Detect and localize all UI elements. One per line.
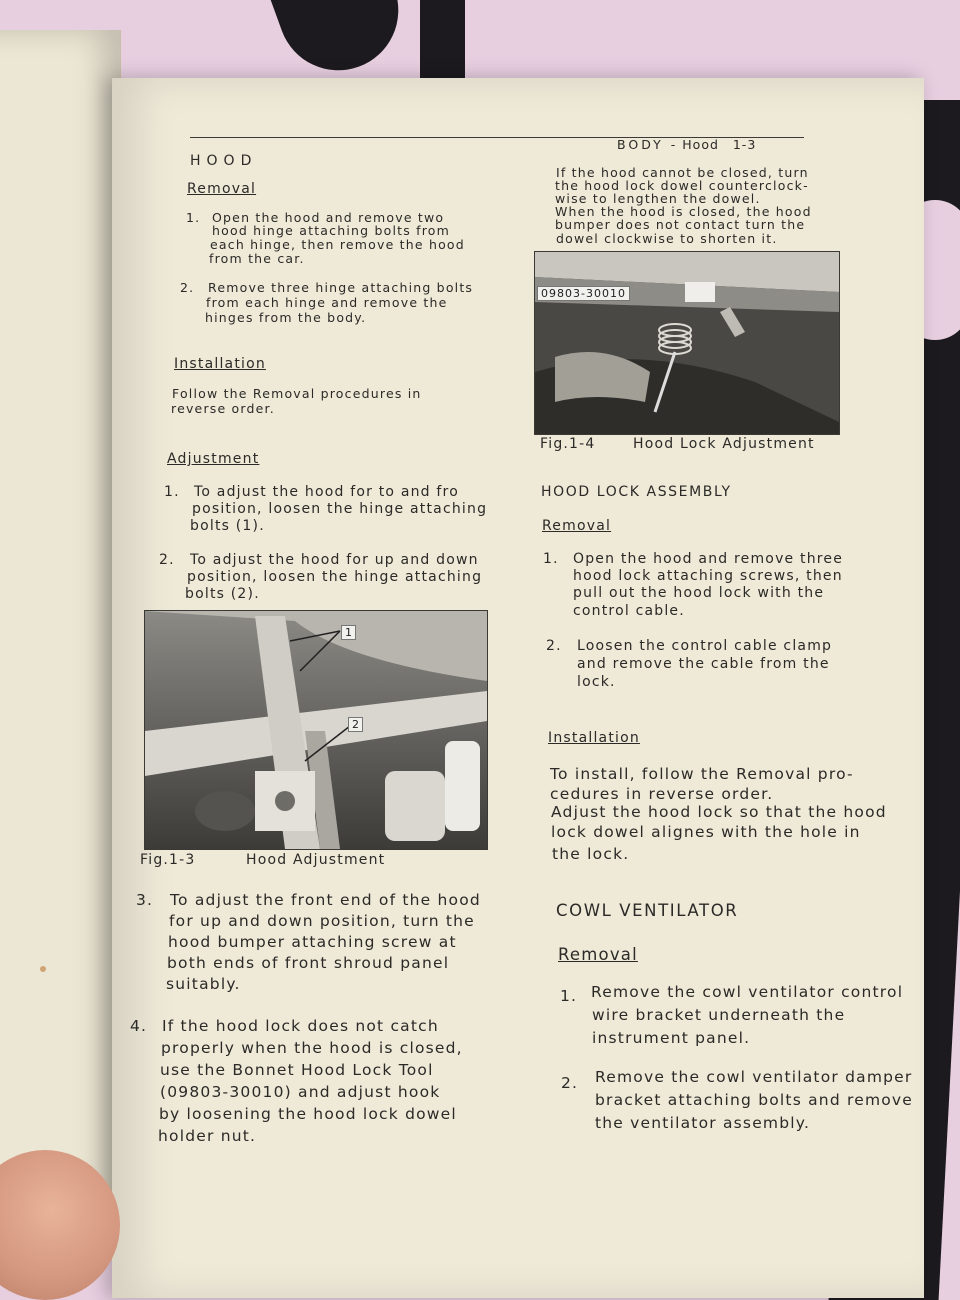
- paper-stain: [40, 966, 46, 972]
- step-line: position, loosen the hinge attaching: [187, 569, 483, 585]
- fabric-shape: [265, 0, 415, 87]
- step-line: both ends of front shroud panel: [167, 954, 450, 972]
- installation-line: reverse order.: [171, 401, 275, 416]
- step-line: Remove the cowl ventilator control: [591, 983, 904, 1001]
- step-line: each hinge, then remove the hood: [210, 237, 465, 252]
- step-line: hinges from the body.: [205, 310, 367, 325]
- section-title-hood: HOOD: [190, 153, 258, 169]
- figure-caption: Hood Adjustment: [246, 852, 386, 868]
- step-line: (09803-30010) and adjust hook: [160, 1083, 441, 1101]
- step-line: If the hood lock does not catch: [162, 1017, 439, 1035]
- step-number: 1.: [164, 484, 180, 500]
- paragraph-line: cedures in reverse order.: [550, 785, 774, 803]
- step-line: for up and down position, turn the: [169, 912, 475, 930]
- step-number: 1.: [560, 987, 578, 1005]
- figure-caption: Hood Lock Adjustment: [633, 436, 815, 452]
- adjustment-heading: Adjustment: [167, 451, 260, 467]
- step-line: the ventilator assembly.: [595, 1114, 811, 1132]
- step-line: lock.: [577, 674, 616, 690]
- removal-heading: Removal: [187, 181, 257, 197]
- paragraph-line: the lock.: [552, 845, 630, 863]
- header-section: BODY: [617, 137, 664, 152]
- step-number: 2.: [159, 552, 175, 568]
- figure-hood-lock-photo: [534, 251, 840, 435]
- header-separator: -: [670, 137, 676, 152]
- fabric-shape: [420, 0, 465, 85]
- step-line: position, loosen the hinge attaching: [192, 501, 488, 517]
- step-line: and remove the cable from the: [577, 656, 830, 672]
- section-title-cowl: COWL VENTILATOR: [556, 901, 739, 920]
- paragraph-line: lock dowel alignes with the hole in: [551, 823, 861, 841]
- step-line: from each hinge and remove the: [206, 295, 448, 310]
- cowl-removal-heading: Removal: [558, 945, 638, 964]
- section-title-hood-lock: HOOD LOCK ASSEMBLY: [541, 484, 732, 500]
- hinge-illustration: [145, 611, 487, 849]
- callout-1: 1: [341, 625, 356, 640]
- paragraph-line: When the hood is closed, the hood: [555, 204, 812, 219]
- step-line: bolts (1).: [190, 518, 265, 534]
- step-line: Open the hood and remove three: [573, 551, 844, 567]
- callout-2: 2: [348, 717, 363, 732]
- manual-page: [112, 78, 924, 1298]
- step-number: 1.: [186, 210, 201, 225]
- step-line: To adjust the hood for to and fro: [194, 484, 459, 500]
- paragraph-line: the hood lock dowel counterclock-: [555, 178, 809, 193]
- step-line: by loosening the hood lock dowel: [159, 1105, 457, 1123]
- step-line: hood lock attaching screws, then: [573, 568, 843, 584]
- step-line: bracket attaching bolts and remove: [595, 1091, 914, 1109]
- step-line: suitably.: [166, 975, 241, 993]
- running-header: [617, 138, 756, 152]
- lock-removal-heading: Removal: [542, 518, 612, 534]
- step-line: bolts (2).: [185, 586, 260, 602]
- step-line: To adjust the hood for up and down: [190, 552, 479, 568]
- installation-line: Follow the Removal procedures in: [172, 386, 422, 401]
- step-line: wire bracket underneath the: [592, 1006, 846, 1024]
- step-line: Remove three hinge attaching bolts: [208, 280, 474, 295]
- step-line: instrument panel.: [592, 1029, 751, 1047]
- figure-hood-adjustment-photo: [144, 610, 488, 850]
- step-line: Open the hood and remove two: [212, 210, 445, 225]
- paragraph-line: To install, follow the Removal pro-: [550, 765, 854, 783]
- step-number: 1.: [543, 551, 559, 567]
- tool-callout: 09803-30010: [537, 286, 630, 301]
- paragraph-line: dowel clockwise to shorten it.: [556, 231, 778, 246]
- paragraph-line: wise to lengthen the dowel.: [555, 191, 761, 206]
- facing-page: [0, 30, 121, 1210]
- page-number: 1-3: [732, 137, 757, 152]
- step-line: pull out the hood lock with the: [573, 585, 825, 601]
- step-line: To adjust the front end of the hood: [170, 891, 481, 909]
- step-line: properly when the hood is closed,: [161, 1039, 463, 1057]
- step-number: 3.: [136, 891, 154, 909]
- paragraph-line: bumper does not contact turn the: [555, 217, 806, 232]
- paragraph-line: Adjust the hood lock so that the hood: [551, 803, 887, 821]
- lock-installation-heading: Installation: [548, 730, 640, 746]
- paragraph-line: If the hood cannot be closed, turn: [556, 165, 809, 180]
- figure-label: Fig.1-4: [540, 436, 596, 452]
- header-subsection: Hood: [682, 137, 719, 152]
- step-line: hood bumper attaching screw at: [168, 933, 457, 951]
- step-number: 2.: [546, 638, 562, 654]
- step-number: 2.: [180, 280, 195, 295]
- step-number: 4.: [130, 1017, 148, 1035]
- hood-lock-illustration: [535, 252, 839, 434]
- step-number: 2.: [561, 1074, 579, 1092]
- step-line: hood hinge attaching bolts from: [212, 223, 450, 238]
- figure-label: Fig.1-3: [140, 852, 196, 868]
- step-line: Loosen the control cable clamp: [577, 638, 833, 654]
- installation-heading: Installation: [174, 356, 266, 372]
- step-line: Remove the cowl ventilator damper: [595, 1068, 913, 1086]
- step-line: from the car.: [209, 251, 305, 266]
- step-line: holder nut.: [158, 1127, 257, 1145]
- step-line: control cable.: [573, 603, 685, 619]
- step-line: use the Bonnet Hood Lock Tool: [160, 1061, 434, 1079]
